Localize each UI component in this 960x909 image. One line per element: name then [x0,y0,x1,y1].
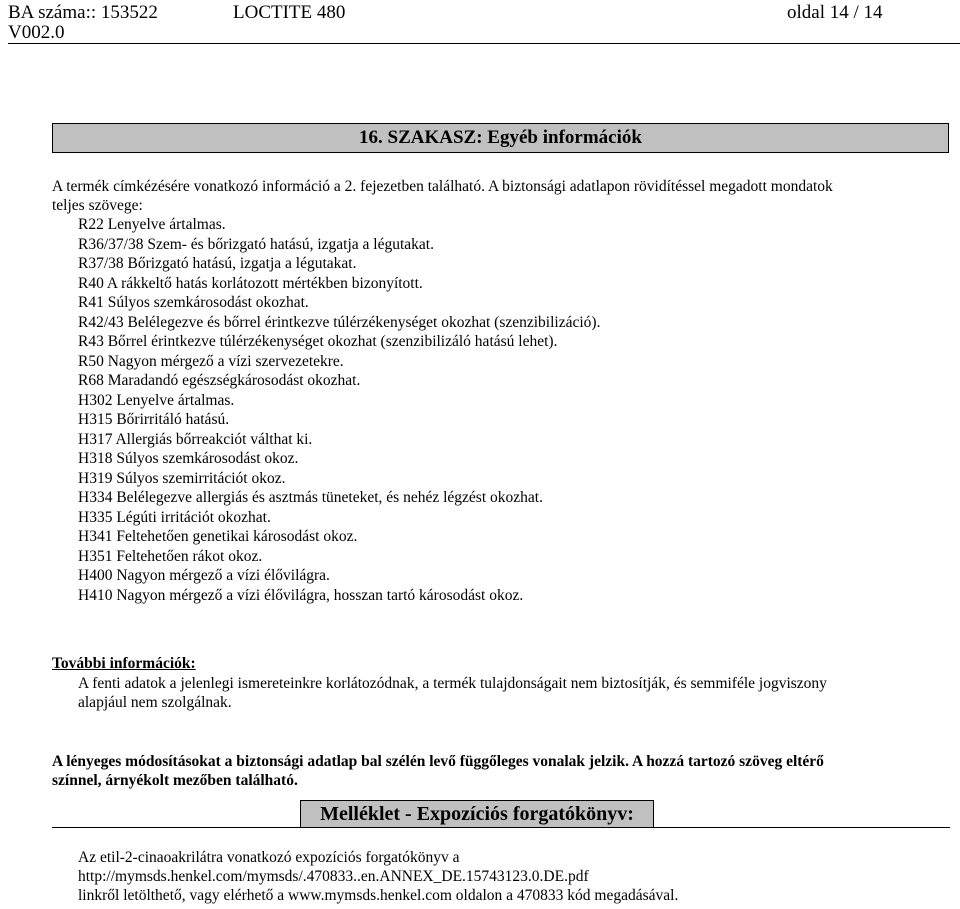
list-item: H400 Nagyon mérgező a vízi élővilágra. [78,567,330,584]
annex-link[interactable]: http://mymsds.henkel.com/mymsds/.470833..en.ANNEX_DE.15743123.0.DE.pdf [78,868,589,885]
annex-line-1: Az etil-2-cinaoakrilátra vonatkozó expozíciós forgatókönyv a [78,849,460,866]
annex-title: Melléklet - Expozíciós forgatókönyv: [320,803,634,825]
version: V002.0 [8,22,65,43]
list-item: H341 Feltehetően genetikai károsodást okoz. [78,528,358,545]
changes-note-line-1: A lényeges módosításokat a biztonsági adatlap bal szélén levő függőleges vonalak jelzik. A hozzá tartozó szöveg eltérő [52,753,824,770]
list-item: R22 Lenyelve ártalmas. [78,216,226,233]
further-info-line-1: A fenti adatok a jelenlegi ismereteinkre korlátozódnak, a termék tulajdonságait nem biztosítják, és semmiféle jogviszony [78,675,827,692]
header-divider [8,43,960,44]
list-item: H334 Belélegezve allergiás és asztmás tüneteket, és nehéz légzést okozhat. [78,489,543,506]
annex-line-3: linkről letölthető, vagy elérhető a www.mymsds.henkel.com oldalon a 470833 kód megadásával. [78,887,679,904]
list-item: H410 Nagyon mérgező a vízi élővilágra, hosszan tartó károsodást okoz. [78,586,524,604]
changes-note-line-2: színnel, árnyékolt mezőben található. [52,772,298,789]
list-item: H318 Súlyos szemkárosodást okoz. [78,450,299,467]
list-item: R50 Nagyon mérgező a vízi szervezetekre. [78,352,344,370]
section-title: 16. SZAKASZ: Egyéb információk [359,127,642,148]
list-item: R68 Maradandó egészségkárosodást okozhat. [78,372,361,389]
ba-number: BA száma:: 153522 [8,2,158,23]
list-item: H315 Bőrirritáló hatású. [78,411,230,428]
list-item: R41 Súlyos szemkárosodást okozhat. [78,294,309,311]
list-item: R43 Bőrrel érintkezve túlérzékenységet okozhat (szenzibilizáló hatású lehet). [78,333,558,350]
list-item: H302 Lenyelve ártalmas. [78,391,235,409]
list-item: R42/43 Belélegezve és bőrrel érintkezve túlérzékenységet okozhat (szenzibilizáció). [78,313,601,331]
page-number: oldal 14 / 14 [787,2,883,23]
section-header-box [52,123,949,153]
annex-header-box [300,800,654,828]
product-name: LOCTITE 480 [233,2,346,23]
further-info-line-2: alapjául nem szolgálnak. [78,694,232,711]
list-item: H319 Súlyos szemirritációt okoz. [78,469,286,487]
further-info-heading: További információk: [52,655,196,672]
list-item: R37/38 Bőrizgató hatású, izgatja a légutakat. [78,255,357,272]
list-item: H317 Allergiás bőrreakciót válthat ki. [78,430,313,448]
list-item: R40 A rákkeltő hatás korlátozott mértékben bizonyított. [78,274,423,292]
intro-line-2: teljes szövege: [52,197,143,214]
phrase-list [78,215,600,605]
intro-line-1: A termék címkézésére vonatkozó információ a 2. fejezetben található. A biztonsági adatlapon rövidítéssel megadott mondatok [52,178,833,195]
list-item: H351 Feltehetően rákot okoz. [78,547,263,565]
list-item: R36/37/38 Szem- és bőrizgató hatású, izgatja a légutakat. [78,235,434,253]
list-item: H335 Légúti irritációt okozhat. [78,508,271,526]
